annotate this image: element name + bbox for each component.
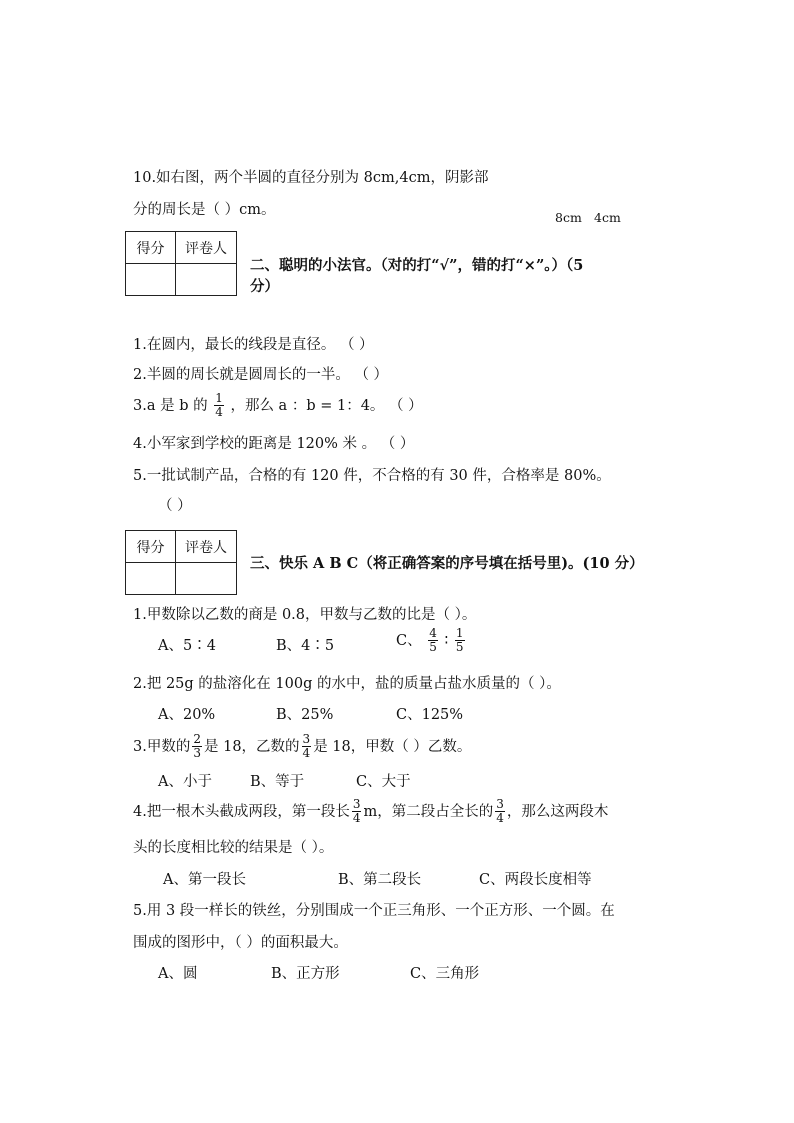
fraction-denominator: 5	[455, 639, 464, 654]
score-cell[interactable]	[126, 563, 176, 595]
fraction-denominator: 4	[302, 745, 311, 760]
s3-question-1: 1.甲数除以乙数的商是 0.8，甲数与乙数的比是（ ）。	[133, 607, 477, 623]
s3-q4-post: ，那么这两段木	[506, 804, 609, 821]
fraction-numerator: 1	[455, 626, 464, 640]
s3-q5-option-c: C、三角形	[410, 966, 480, 982]
s3-q3-option-b: B、等于	[250, 774, 305, 790]
q10-line1: 10.如右图，两个半圆的直径分别为 8cm,4cm，阴影部	[133, 170, 489, 186]
section3-title: 三、快乐 A B C（将正确答案的序号填在括号里)。(10 分）	[250, 555, 644, 572]
s3-question-5-line1: 5.用 3 段一样长的铁丝，分别围成一个正三角形、一个正方形、一个圆。在	[133, 903, 615, 919]
s3-q4-option-b: B、第二段长	[338, 872, 422, 888]
s3-q3-mid: 是 18，乙数的	[203, 739, 300, 756]
fraction-one-quarter	[214, 392, 224, 418]
s3-question-3	[133, 734, 471, 760]
s3-question-4-line1	[133, 799, 608, 825]
s3-q1-option-b: B、4∶5	[276, 638, 335, 654]
fraction-denominator: 4	[352, 810, 361, 825]
s3-q2-option-b: B、25%	[276, 707, 334, 723]
s3-q4-mid: m，第二段占全长的	[363, 804, 494, 821]
s3-q3-pre: 3.甲数的	[133, 739, 191, 756]
section2-title-line2: 分）	[250, 278, 279, 295]
fraction-four-fifths	[428, 627, 438, 653]
ratio-separator: ∶	[444, 633, 449, 650]
s2-q3-pre: 3.a 是 b 的	[133, 398, 208, 415]
s3-q3-option-a: A、小于	[158, 774, 212, 790]
s3-q5-option-b: B、正方形	[271, 966, 340, 982]
s3-q2-option-a: A、20%	[158, 707, 216, 723]
grader-header: 评卷人	[176, 531, 237, 563]
s3-question-4-line2: 头的长度相比较的结果是（ ）。	[133, 840, 334, 856]
fraction-three-quarters	[495, 798, 505, 824]
figure-label-8cm: 8cm	[555, 210, 582, 225]
grader-cell[interactable]	[176, 563, 237, 595]
s3-q1-option-a: A、5∶4	[158, 638, 216, 654]
s2-question-4: 4.小军家到学校的距离是 120% 米 。 （ ）	[133, 436, 415, 452]
fraction-denominator: 4	[496, 810, 504, 825]
fraction-denominator: 3	[193, 745, 201, 760]
s3-question-5-line2: 围成的图形中，（ ）的面积最大。	[133, 935, 348, 951]
fraction-two-thirds	[192, 733, 202, 759]
s3-q4-option-a: A、第一段长	[163, 872, 246, 888]
s3-question-2: 2.把 25g 的盐溶化在 100g 的水中，盐的质量占盐水质量的（ ）。	[133, 676, 561, 692]
score-table-section3	[125, 530, 237, 595]
fraction-denominator: 4	[215, 404, 223, 419]
fraction-three-quarters	[302, 733, 312, 759]
s2-question-3	[133, 393, 423, 419]
fraction-denominator: 5	[429, 639, 437, 654]
fraction-numerator: 3	[352, 797, 361, 811]
option-c-prefix: C、	[396, 633, 422, 650]
fraction-numerator: 1	[215, 391, 223, 405]
s3-q1-option-c	[396, 628, 467, 654]
q10-line2: 分的周长是（ ）cm。	[133, 202, 276, 218]
s2-question-2: 2.半圆的周长就是圆周长的一半。 （ ）	[133, 367, 389, 383]
section2-title-line1: 二、聪明的小法官。（对的打“√”，错的打“×”。）（5	[250, 257, 584, 274]
s2-q3-post: ，那么 a ：b = 1：4。 （ ）	[230, 398, 423, 415]
fraction-three-quarters	[352, 798, 362, 824]
score-table-section2	[125, 231, 237, 296]
s2-q5-answer-paren: （ ）	[158, 498, 192, 514]
figure-label-4cm: 4cm	[594, 210, 621, 225]
grader-cell[interactable]	[176, 264, 237, 296]
score-header: 得分	[126, 531, 176, 563]
s2-question-1: 1.在圆内，最长的线段是直径。 （ ）	[133, 337, 374, 353]
fraction-numerator: 3	[496, 797, 504, 811]
s2-question-5: 5.一批试制产品，合格的有 120 件，不合格的有 30 件，合格率是 80%。	[133, 468, 611, 484]
s3-q3-post: 是 18，甲数（ ）乙数。	[313, 739, 472, 756]
s3-q2-option-c: C、125%	[396, 707, 464, 723]
s3-q3-option-c: C、大于	[356, 774, 411, 790]
grader-header: 评卷人	[176, 232, 237, 264]
fraction-one-fifth	[455, 627, 465, 653]
fraction-numerator: 4	[429, 626, 437, 640]
score-header: 得分	[126, 232, 176, 264]
score-cell[interactable]	[126, 264, 176, 296]
s3-q5-option-a: A、圆	[158, 966, 198, 982]
s3-q4-option-c: C、两段长度相等	[479, 872, 592, 888]
fraction-numerator: 2	[193, 732, 201, 746]
s3-q4-pre: 4.把一根木头截成两段，第一段长	[133, 804, 350, 821]
fraction-numerator: 3	[302, 732, 311, 746]
